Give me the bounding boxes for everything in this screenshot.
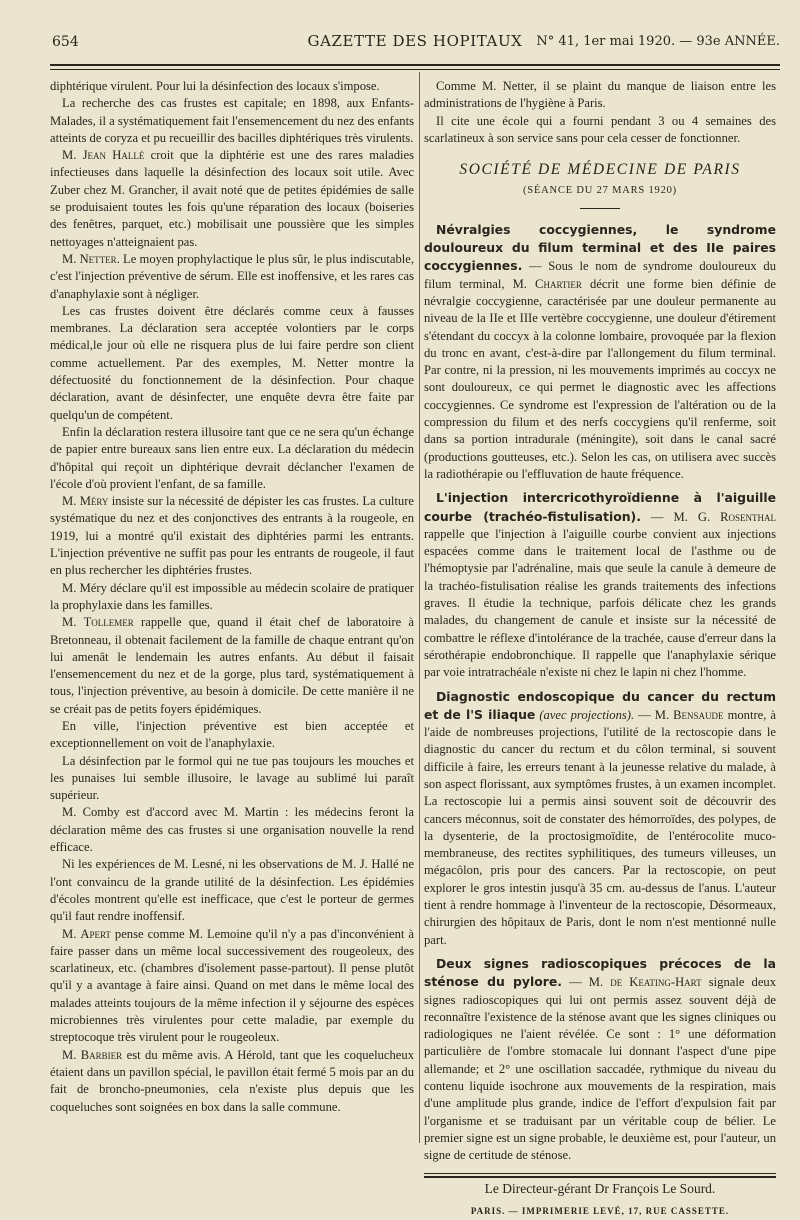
speaker-name: Apert (80, 926, 111, 941)
paragraph: La recherche des cas frustes est capitale; en 1898, aux Enfants-Malades, il a systématiquement fait l'ensemencement du nez des enfants atteints de coryza et pu recueillir des bacilles diphtériques très virulents. (50, 96, 414, 145)
paragraph: M. Jean Hallé croit que la diphtérie est une des rares maladies infectieuses dans laquelle la désinfection des locaux soit utile. Avec Zuber chez M. Grancher, il avait noté que de petites épidémies de salle se produisaient toutes les fois qu'une réparation des locaux (boiseries des fenêtres, parquet, etc.) mobilisait une poussière que les simples nettoyages n'atteignaient pas. (50, 148, 414, 249)
paragraph: M. Comby est d'accord avec M. Martin : les médecins feront la déclaration même des cas frustes si une organisation nouvelle la rend efficace. (50, 805, 414, 855)
paragraph: Ni les expériences de M. Lesné, ni les observations de M. J. Hallé ne l'ont convaincu de la grande utilité de la désinfection. Les épidémies d'écoles montrent qu'elle est inefficace, que c'est le porteur de germes qu'il faut rendre inoffensif. (50, 857, 414, 924)
header-rule (50, 64, 780, 66)
paragraph: Enfin la déclaration restera illusoire tant que ce ne sera qu'un échange de papier entre bureaux sans lien entre eux. La déclaration du médecin d'hôpital qui reçoit un diphtérique devrait déclancher l'examen de l'école d'où provient l'enfant, de sa famille. (50, 424, 414, 491)
paragraph: M. Apert pense comme M. Lemoine qu'il n'y a pas d'inconvénient à faire passer dans un même local successivement des rougeoleux, des scarlatineux, etc. (chambres d'isolement passe-partout). Il pense plutôt qu'il y a avantage à faire ainsi. Quand on met dans le même local des malades atteints toujours de la même infection il y séjourne des espèces microbiennes très virulentes pour cette maladie, par exemple du streptocoque très virulent pour le rougeoleux. (50, 926, 414, 1045)
author-name: M. de Keating-Hart (588, 975, 702, 990)
article-heading: Névralgies coccygiennes, le syndrome douloureux du filum terminal et des IIe paires coccygiennes. (424, 221, 776, 274)
article: Deux signes radioscopiques précoces de la sténose du pylore. — M. de Keating-Hart signale deux signes radioscopiques qui lui ont permis assez souvent déjà de reconnaître l'existence de la sténose avant que les signes cliniques ou radiologiques ne l'aient révélée. Ce sont : 1° une déformation particulière de l'ombre stomacale lui donnant l'aspect d'une pipe allemande; et 2° une oscillation saccadée, rythmique du niveau du contenu liquide isochrone aux mouvements de la respiration, mais d'une amplitude plus grande, indice de l'effort d'expulsion fait par l'organisme et se traduisant par un véritable coup de bélier. Le premier signe est un signe probable, le deuxième est, pour l'auteur, un signe de certitude de sténose. (424, 955, 777, 1163)
page-number: 654 (52, 34, 79, 50)
footer-rule (424, 1173, 776, 1174)
speaker-name: Tollemer (83, 615, 134, 630)
page-header (50, 30, 780, 58)
article-heading: Diagnostic endoscopique du cancer du rectum et de l'S iliaque (424, 688, 776, 722)
journal-title: GAZETTE DES HOPITAUX (307, 32, 523, 50)
speaker-name: Méry (79, 494, 109, 509)
footer-rule-thick (424, 1176, 776, 1178)
paragraph: Il cite une école qui a fourni pendant 3 ou 4 semaines des scarlatineux à son service sans pour cela cesser de fonctionner. (424, 113, 776, 145)
paragraph: M. Netter. Le moyen prophylactique le plus sûr, le plus indiscutable, c'est l'injection préventive de sérum. Elle est inoffensive, et les rares cas d'anaphylaxie sont à négliger. (50, 251, 414, 301)
left-column (50, 78, 414, 1116)
article-heading: L'injection intercricothyroïdienne à l'aiguille courbe (trachéo-fistulisation). (424, 490, 776, 524)
paragraph: M. Méry insiste sur la nécessité de dépister les cas frustes. La culture systématique du nez et des conjonctives des entrants à la rougeole, en 1919, lui a montré qu'il existait des diphtéries parmi les entrants. L'injection préventive ne suffit pas pour les entrants de rougeole, il faut en plus rechercher les diphtéries frustes. (50, 494, 414, 578)
speaker-name: Netter. (79, 251, 120, 266)
column-divider (419, 72, 420, 1143)
right-column (424, 78, 776, 1220)
director-signature: Le Directeur-gérant Dr François Le Sourd. (484, 1180, 716, 1196)
paragraph: Comme M. Netter, il se plaint du manque de liaison entre les administrations de l'hygiène à Paris. (424, 79, 776, 111)
paragraph: En ville, l'injection préventive est bien acceptée et exceptionnellement on voit de l'anaphylaxie. (50, 718, 414, 751)
author-name: M. Chartier (512, 276, 582, 291)
article: L'injection intercricothyroïdienne à l'aiguille courbe (trachéo-fistulisation). — M. G. Rosenthal rappelle que l'injection à l'aiguille courbe convient aux injections espacées comme dans le traitement local de l'asthme ou de l'hémoptysie par l'adrénaline, mais que seule la canule à demeure de la trachéo-fistulisation réalise les grands traitements des infections graves. Il étudie la technique, parfois délicate chez les grands malades, du changement de canule et insiste sur la nécessité de combattre le réflexe d'intolérance de la trachée, cause d'erreur dans la sérothérapie endobronchique. Il rappelle que l'anaphylaxie sérique par voie intratrachéale n'existe ni chez le lapin ni chez l'homme. (424, 490, 776, 680)
section-separator (580, 208, 620, 209)
paragraph: M. Tollemer rappelle que, quand il était chef de laboratoire à Bretonneau, il obtenait facilement de la famille de chaque entrant qu'on lui amenât le lendemain les autres enfants. Au début il faisait l'ensemencement du nez et de la gorge, plus tard, systématiquement à tous, l'injection préventive, au besoin à domicile. De cette manière il ne se créait pas de petits foyers épidémiques. (50, 615, 415, 716)
section-date: (SÉANCE DU 27 MARS 1920) (523, 185, 677, 197)
author-name: M. G. Rosenthal (673, 509, 776, 524)
author-name: M. Bensaude (654, 707, 724, 722)
paragraph: Les cas frustes doivent être déclarés comme ceux à fausses membranes. La déclaration sera acceptée volontiers par le corps médical,le jour où elle ne risquera plus de lui faire perdre son client comme actuellement. Par des exemples, M. Netter montre la défectuosité du fonctionnement de la désinfection. Pour chaque déclaration, avant de désinfecter, une enquête devra être faite par quelqu'un de compétent. (50, 303, 414, 422)
article-heading: Deux signes radioscopiques précoces de la sténose du pylore. (424, 955, 776, 990)
speaker-name: Jean Hallé (82, 148, 145, 163)
speaker-name: Barbier (80, 1047, 123, 1062)
paragraph: La désinfection par le formol qui ne tue pas toujours les mouches et les punaises lui semble illusoire, le lavage au sublimé lui paraît supérieur. (50, 753, 414, 803)
issue-info: N° 41, 1er mai 1920. — 93e ANNÉE. (536, 34, 780, 49)
paragraph: M. Barbier est du même avis. A Hérold, tant que les coquelucheux étaient dans un pavillon spécial, le pavillon était fermé 5 mois par an du fait de broncho-pneumonies, cela n'existe plus depuis que les coqueluches sont soignées en box dans la salle commune. (50, 1047, 414, 1114)
section-title: SOCIÉTÉ DE MÉDECINE DE PARIS (459, 161, 741, 179)
printer-info: PARIS. — IMPRIMERIE LEVÉ, 17, RUE CASSETTE. (470, 1205, 730, 1216)
article: Névralgies coccygiennes, le syndrome douloureux du filum terminal et des IIe paires coccygiennes. — Sous le nom de syndrome douloureux du filum terminal, M. Chartier décrit une forme bien définie de névralgie coccygienne, caractérisée par une douleur permanente au niveau de la IIe et IIIe vertèbre coccygienne, une douleur d'étirement s'étendant du coccyx à la colonne lombaire, provoquée par la flexion du tronc en avant, c'est-à-dire par l'allongement du filum terminal. Par contre, ni la pression, ni les mouvements imprimés au coccyx ne sont douloureux, ce qui permet le diagnostic avec les affections coccygiennes. Ce syndrome est l'expression de l'altération ou de la compression du filum et des nerfs coccygiens qu'il renferme, soit dans sa portion intradurale (méningite), soit dans le canal sacré (productions goutteuses, etc.). Selon les cas, on utilisera avec succès la radiothérapie ou l'effluvation de haute fréquence. (424, 221, 776, 481)
article: Diagnostic endoscopique du cancer du rectum et de l'S iliaque (avec projections). — M. Bensaude montre, à l'aide de nombreuses projections, l'utilité de la rectoscopie dans le diagnostic du cancer du rectum et du côlon terminal, si souvent difficile à faire, les erreurs tenant à la jeunesse relative du malade, à son aspect florissant, aux symptômes frustes, à un examen incomplet. La rectoscopie lui a permis ainsi souvent soit de découvrir des cancers méconnus, soit de constater des hémorroïdes, des polypes, de la dysenterie, de la proctosigmoïdite, de l'entérocolite muco-membraneuse, des rectites syphilitiques, des tumeurs villeuses, un mégacôlon, pris pour des cancers. Par la rectoscopie, on peut explorer le gros intestin jusqu'à 35 cm. au-dessus de l'anus. L'auteur tient à rendre hommage à l'inventeur de la rectoscopie, Désormeaux, chirurgien des hôpitaux de Paris, dont le nom n'est mentionné nulle part. (424, 688, 776, 947)
paragraph: diphtérique virulent. Pour lui la désinfection des locaux s'impose. (50, 79, 380, 93)
header-rule-thin (50, 69, 780, 70)
paragraph: M. Méry déclare qu'il est impossible au médecin scolaire de pratiquer la prophylaxie dans les familles. (50, 580, 414, 612)
